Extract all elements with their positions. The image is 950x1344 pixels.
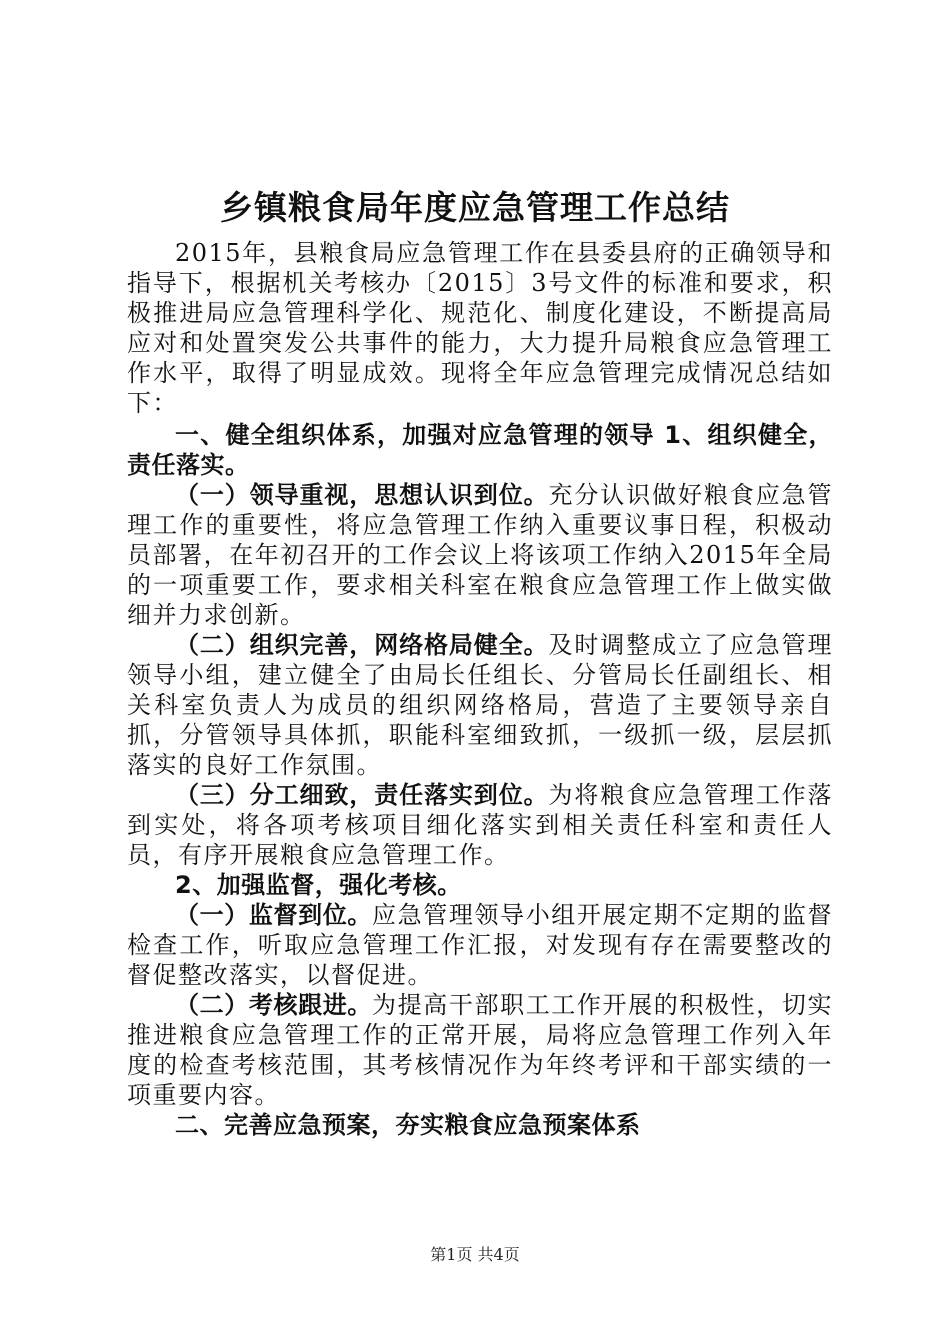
paragraph bbox=[127, 780, 833, 870]
page-footer: 第1页 共4页 bbox=[430, 1245, 520, 1264]
document-title: 乡镇粮食局年度应急管理工作总结 bbox=[220, 188, 730, 227]
section-heading: 一、健全组织体系，加强对应急管理的领导 1、组织健全，责任落实。 bbox=[127, 421, 833, 479]
paragraph-text: 为将粮食应急管理工作落到实处，将各项考核项目细化落实到相关责任科室和责任人员，有序开展粮食应急管理工作。 bbox=[127, 781, 833, 869]
paragraph-lead: （二）组织完善，网络格局健全。 bbox=[175, 631, 549, 659]
document-body bbox=[127, 238, 833, 1140]
paragraph bbox=[127, 990, 833, 1110]
paragraph-lead: （一）监督到位。 bbox=[175, 901, 372, 929]
paragraph-text: 充分认识做好粮食应急管理工作的重要性，将应急管理工作纳入重要议事日程，积极动员部署，在年初召开的工作会议上将该项工作纳入2015年全局的一项重要工作，要求相关科室在粮食应急管理工作上做实做细并力求创新。 bbox=[127, 481, 833, 629]
paragraph-lead: （三）分工细致，责任落实到位。 bbox=[175, 781, 549, 809]
paragraph-text: 应急管理领导小组开展定期不定期的监督检查工作，听取应急管理工作汇报，对发现有存在需要整改的督促整改落实，以督促进。 bbox=[127, 901, 834, 989]
intro-paragraph bbox=[127, 238, 833, 418]
paragraph-text: 及时调整成立了应急管理领导小组，建立健全了由局长任组长、分管局长任副组长、相关科室负责人为成员的组织网络格局，营造了主要领导亲自抓，分管领导具体抓，职能科室细致抓，一级抓一级，层层抓落实的良好工作氛围。 bbox=[127, 631, 833, 779]
paragraph-text: 为提高干部职工工作开展的积极性，切实推进粮食应急管理工作的正常开展，局将应急管理工作列入年度的检查考核范围，其考核情况作为年终考评和干部实绩的一项重要内容。 bbox=[127, 991, 834, 1109]
paragraph bbox=[127, 630, 833, 780]
subsection-heading: 2、加强监督，强化考核。 bbox=[175, 871, 462, 899]
paragraph-lead: （一）领导重视，思想认识到位。 bbox=[175, 481, 549, 509]
paragraph-lead: （二）考核跟进。 bbox=[175, 991, 372, 1019]
paragraph bbox=[127, 480, 833, 630]
paragraph-text: 2015年，县粮食局应急管理工作在县委县府的正确领导和指导下，根据机关考核办〔2015〕3号文件的标准和要求，积极推进局应急管理科学化、规范化、制度化建设，不断提高局应对和处置突发公共事件的能力，大力提升局粮食应急管理工作水平，取得了明显成效。现将全年应急管理完成情况总结如下： bbox=[127, 239, 833, 417]
paragraph bbox=[127, 900, 833, 990]
section-heading: 二、完善应急预案，夯实粮食应急预案体系 bbox=[175, 1111, 641, 1139]
